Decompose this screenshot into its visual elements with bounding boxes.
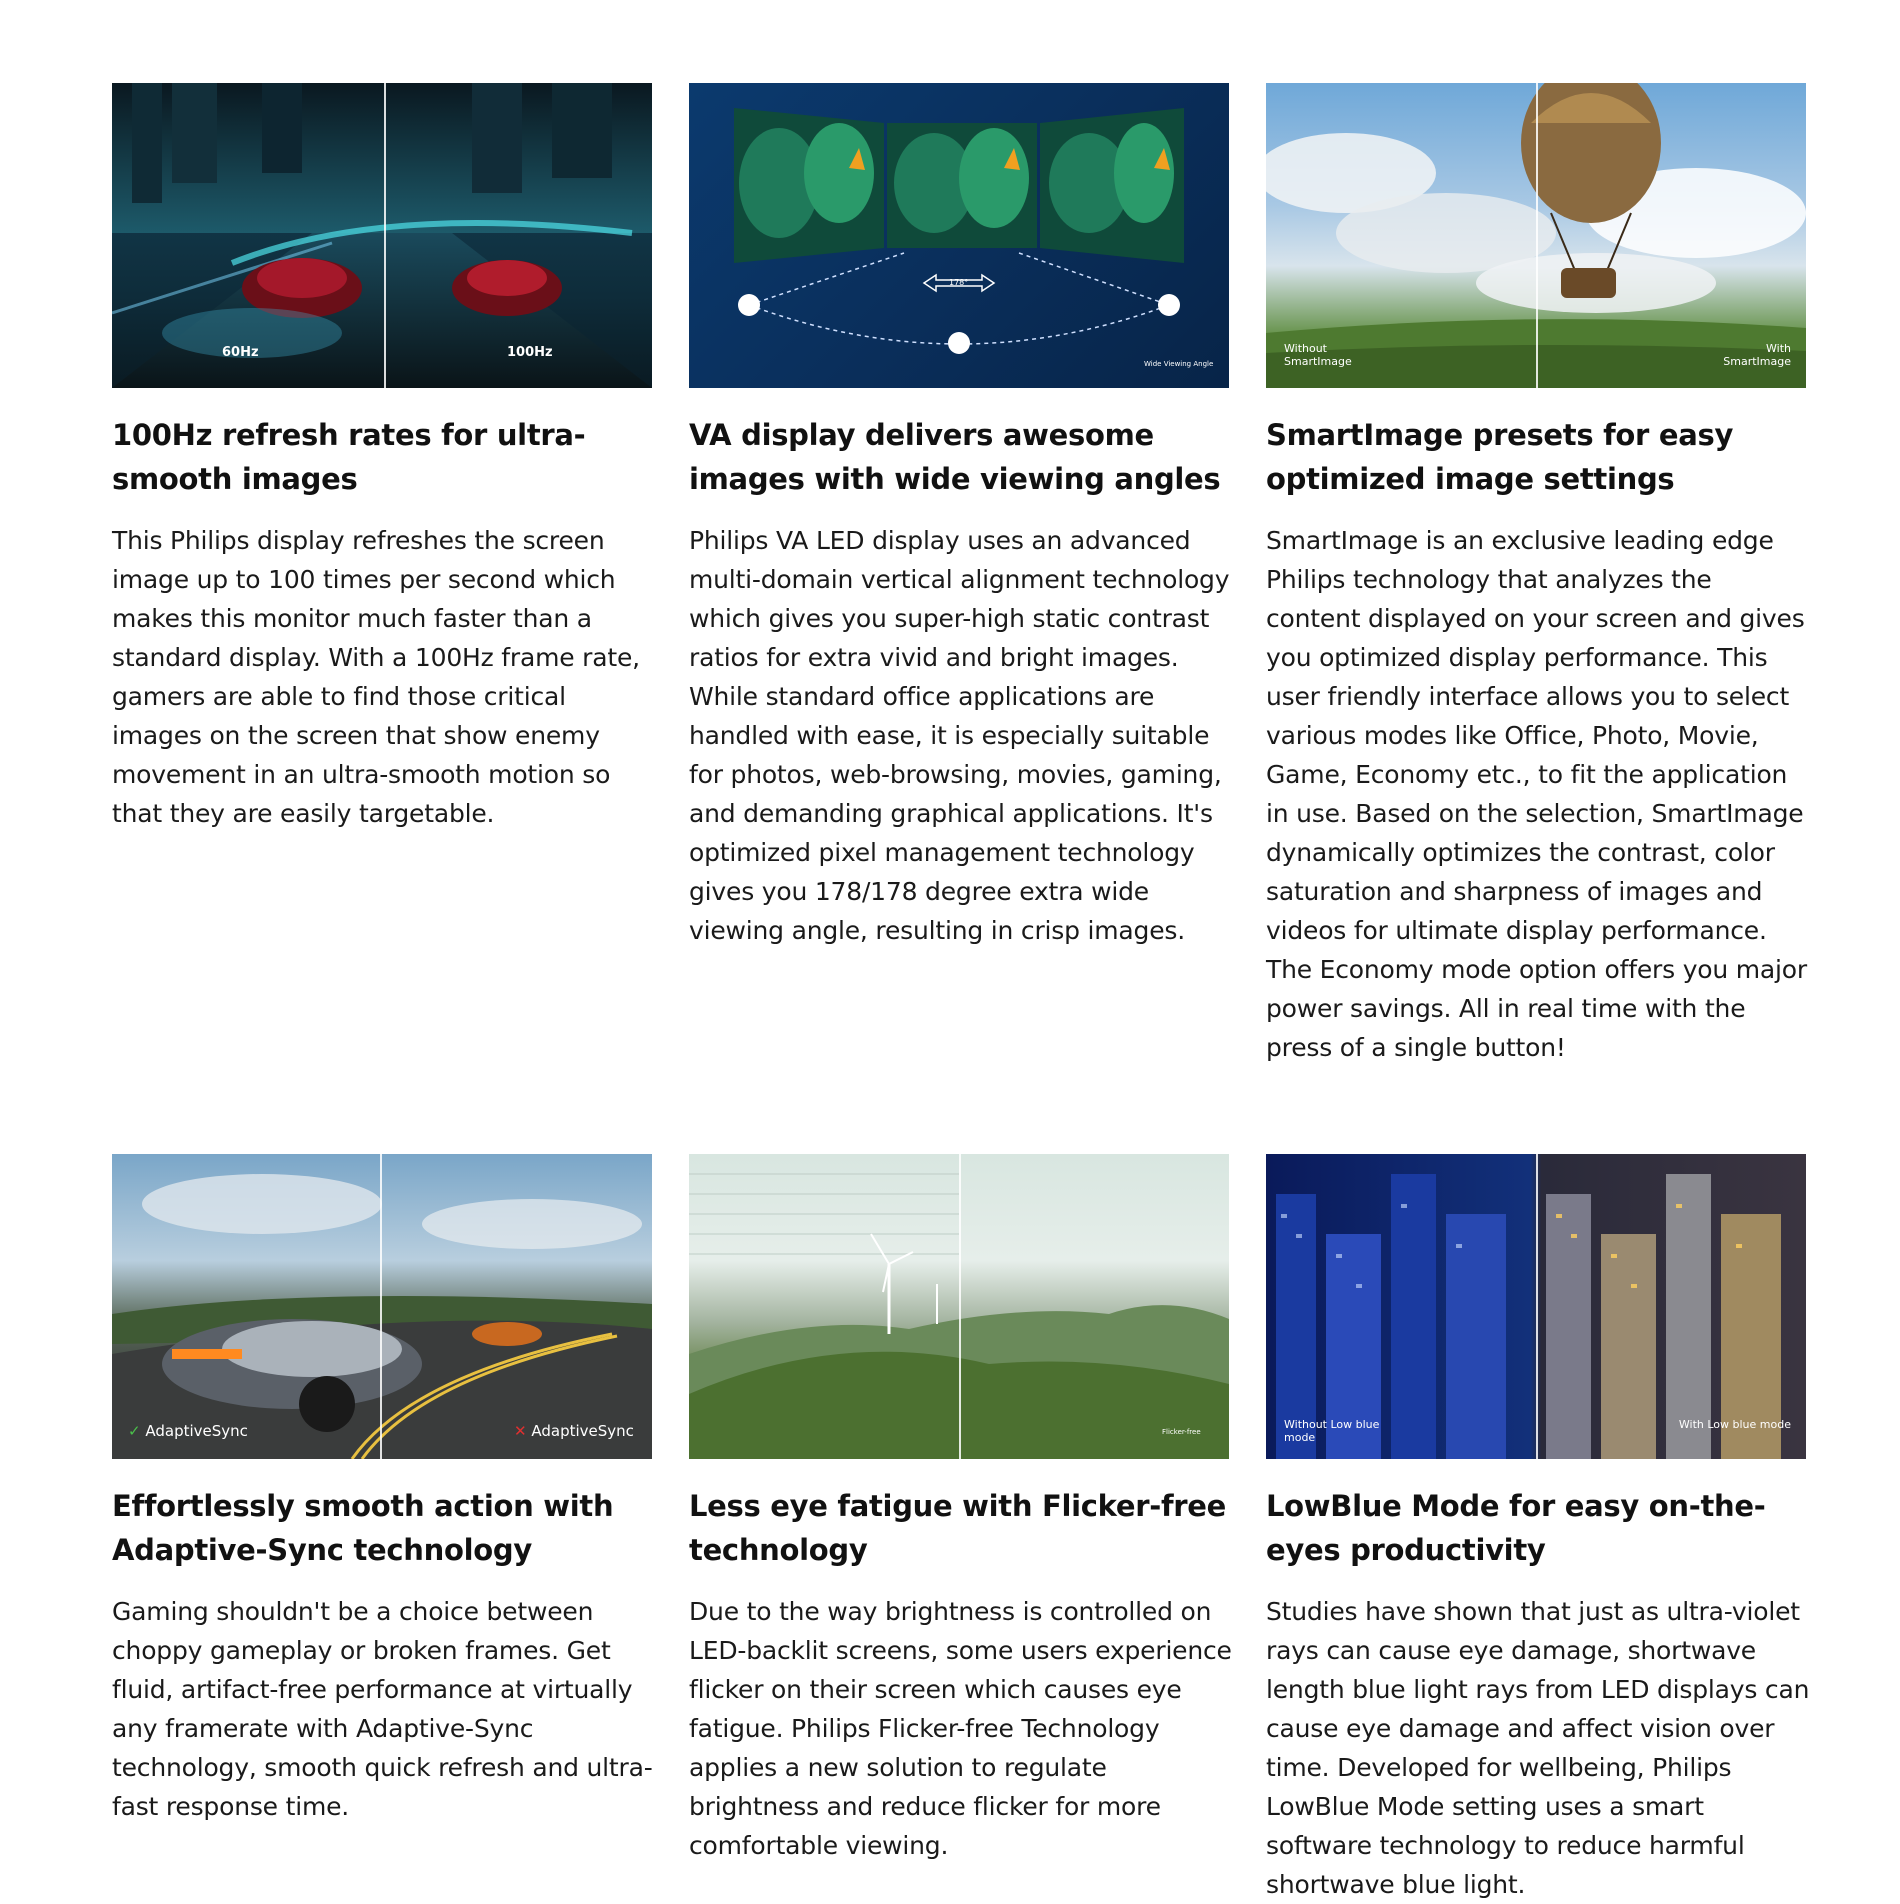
- check-icon: ✓: [128, 1422, 141, 1440]
- comparison-divider: [959, 1154, 961, 1459]
- feature-title: Effortlessly smooth action with Adaptive-Sync technology: [112, 1489, 614, 1567]
- feature-card-adaptive-sync: [112, 1154, 653, 1821]
- feature-image-adaptive-sync: [112, 1154, 652, 1459]
- feature-description: This Philips display refreshes the screen image up to 100 times per second which makes this monitor much faster than a standard display. With a 100Hz frame rate, gamers are able to find those critical images on the screen that show enemy movement in an ultra-smooth motion so that they are easily targetable.: [112, 526, 640, 828]
- image-label-right: With SmartImage: [1723, 342, 1791, 368]
- wide-viewing-angle-badge: Wide Viewing Angle: [1144, 360, 1214, 368]
- flicker-free-badge: Flicker-free: [1162, 1428, 1201, 1436]
- adaptivesync-on-label: AdaptiveSync: [145, 1422, 248, 1440]
- comparison-divider: [1536, 83, 1538, 388]
- image-label-left: 60Hz: [222, 345, 259, 360]
- feature-image-smartimage: [1266, 83, 1806, 388]
- feature-title: LowBlue Mode for easy on-the-eyes productivity: [1266, 1489, 1766, 1567]
- cross-icon: ✕: [514, 1422, 527, 1440]
- viewing-angle-label: 178°: [949, 278, 969, 287]
- feature-title: 100Hz refresh rates for ultra-smooth images: [112, 418, 586, 496]
- feature-image-lowblue: [1266, 1154, 1806, 1459]
- comparison-divider: [380, 1154, 382, 1459]
- comparison-divider: [384, 83, 386, 388]
- feature-card-flicker-free: [689, 1154, 1232, 1860]
- feature-description: Gaming shouldn't be a choice between choppy gameplay or broken frames. Get fluid, artifact-free performance at virtually any framerate with Adaptive-Sync technology, smooth quick refresh and ultra-fast response time.: [112, 1597, 653, 1821]
- feature-card-refresh-rate: [112, 83, 652, 828]
- feature-card-lowblue: [1266, 1154, 1810, 1899]
- image-label-left: Without SmartImage: [1284, 342, 1352, 368]
- image-label-left: [128, 1422, 248, 1440]
- feature-title: Less eye fatigue with Flicker-free technology: [689, 1489, 1227, 1567]
- feature-title: VA display delivers awesome images with wide viewing angles: [689, 418, 1221, 496]
- feature-description: Due to the way brightness is controlled on LED-backlit screens, some users experience flicker on their screen which causes eye fatigue. Philips Flicker-free Technology applies a new solution to regulate brightness and reduce flicker for more comfortable viewing.: [689, 1597, 1232, 1860]
- image-label-left: Without Low blue mode: [1284, 1418, 1380, 1444]
- feature-description: Philips VA LED display uses an advanced multi-domain vertical alignment technology which gives you super-high static contrast ratios for extra vivid and bright images. While standard office applications are handled with ease, it is especially suitable for photos, web-browsing, movies, gaming, and demanding graphical applications. It's optimized pixel management technology gives you 178/178 degree extra wide viewing angle, resulting in crisp images.: [689, 526, 1230, 945]
- feature-description: Studies have shown that just as ultra-violet rays can cause eye damage, shortwave length blue light rays from LED displays can cause eye damage and affect vision over time. Developed for wellbeing, Philips LowBlue Mode setting uses a smart software technology to reduce harmful shortwave blue light.: [1266, 1597, 1810, 1899]
- image-label-right: [514, 1422, 634, 1440]
- comparison-divider: [1536, 1154, 1538, 1459]
- image-label-right: 100Hz: [507, 345, 553, 360]
- feature-card-smartimage: [1266, 83, 1807, 1062]
- image-label-right: With Low blue mode: [1678, 1418, 1791, 1431]
- feature-image-va-display: [689, 83, 1229, 388]
- feature-description: SmartImage is an exclusive leading edge Philips technology that analyzes the content displayed on your screen and gives you optimized display performance. This user friendly interface allows you to select various modes like Office, Photo, Movie, Game, Economy etc., to fit the application in use. Based on the selection, SmartImage dynamically optimizes the contrast, color saturation and sharpness of images and videos for ultimate display performance. The Economy mode option offers you major power savings. All in real time with the press of a single button!: [1266, 526, 1807, 1062]
- feature-card-va-display: [689, 83, 1230, 945]
- feature-image-refresh-rate: [112, 83, 652, 388]
- adaptivesync-off-label: AdaptiveSync: [531, 1422, 634, 1440]
- feature-image-flicker-free: [689, 1154, 1229, 1459]
- feature-title: SmartImage presets for easy optimized image settings: [1266, 418, 1734, 496]
